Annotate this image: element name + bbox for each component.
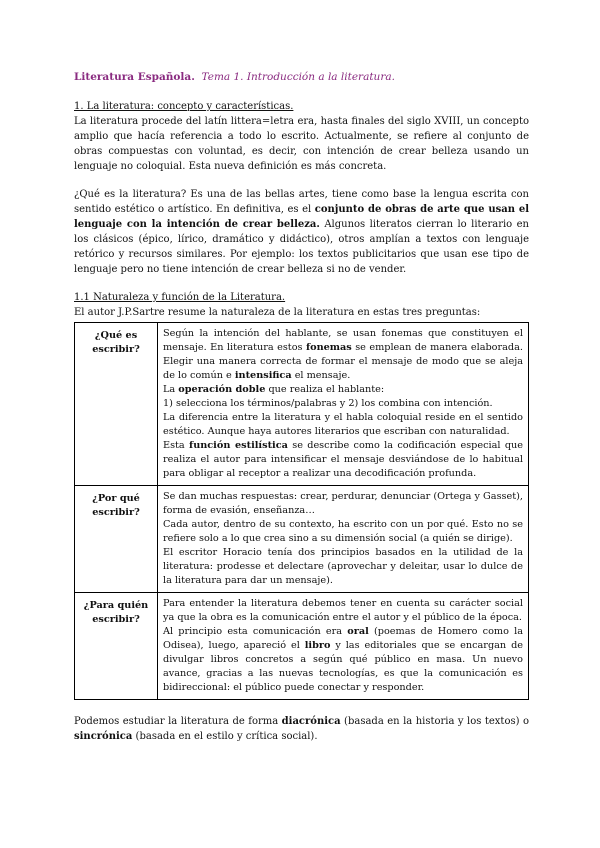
question-cell: ¿Por qué escribir? xyxy=(75,486,158,593)
table-row xyxy=(75,593,529,700)
closing-paragraph: Podemos estudiar la literatura de forma diacrónica (basada en la historia y los textos) o sincrónica (basada en el estilo y crítica social). xyxy=(74,716,529,742)
question-cell: ¿Para quién escribir? xyxy=(75,593,158,700)
section-intro: El autor J.P.Sartre resume la naturaleza de la literatura en estas tres preguntas: xyxy=(74,307,481,318)
table-row xyxy=(75,486,529,593)
key-definition: conjunto de obras de arte que usan el lenguaje con la intención de crear belleza. xyxy=(74,204,529,230)
table-row xyxy=(75,323,529,486)
paragraph-definition: La literatura procede del latín littera=letra era, hasta finales del siglo XVIII, un concepto amplio que hacía referencia a todo lo escrito. Actualmente, se refiere al conjunto de obras compuestas con voluntad, es decir, con intención de crear belleza usando un lenguaje no coloquial. Esta nueva definición es más concreta. xyxy=(74,116,529,172)
topic-title: Tema 1. Introducción a la literatura. xyxy=(201,71,395,83)
questions-table xyxy=(74,322,529,700)
answer-cell: Para entender la literatura debemos tener en cuenta su carácter social ya que la obra es la comunicación entre el autor y el público de la época. Al principio esta comunicación era oral (poemas de Homero como la Odisea), luego, apareció el libro y las editoriales que se encargan de divulgar libros concretos a según qué público en masa. Un nuevo avance, gracias a las nuevas tecnologías, es que la comunicación es bidireccional: el público puede conectar y responder. xyxy=(158,593,529,700)
course-title: Literatura Española. xyxy=(74,71,195,83)
paragraph-what-is-literature: ¿Qué es la literatura? Es una de las bellas artes, tiene como base la lengua escrita con sentido estético o artístico. En definitiva, es el conjunto de obras de arte que usan el lenguaje con la intención de crear belleza. Algunos literatos cierran lo literario en los clásicos (épico, lírico, dramático y didáctico), otros amplían a textos con lenguaje retórico y recursos similares. Por ejemplo: los textos publicitarios que usan ese tipo de lenguaje pero no tiene intención de crear belleza si no de vender. xyxy=(74,189,529,275)
document-page xyxy=(74,70,529,744)
document-header xyxy=(74,70,529,85)
answer-cell: Se dan muchas respuestas: crear, perdurar, denunciar (Ortega y Gasset), forma de evasión, enseñanza… Cada autor, dentro de su contexto, ha escrito con un por qué. Esto no se refiere solo a lo que crea sino a su dimensión social (a quién se dirige). El escritor Horacio tenía dos principios basados en la utilidad de la literatura: prodesse et delectare (aprovechar y deleitar, usar lo dulce de la literatura para dar un mensaje). xyxy=(158,486,529,593)
section-heading-1-1: 1.1 Naturaleza y función de la Literatura. xyxy=(74,292,286,303)
section-heading-1: 1. La literatura: concepto y características. xyxy=(74,101,294,112)
answer-cell: Según la intención del hablante, se usan fonemas que constituyen el mensaje. En literatura estos fonemas se emplean de manera elaborada. Elegir una manera correcta de formar el mensaje de modo que se aleja de lo común e intensifica el mensaje. La operación doble que realiza el hablante: 1) selecciona los términos/palabras y 2) los combina con intención. La diferencia entre la literatura y el habla coloquial reside en el sentido estético. Aunque haya autores literarios que escriban con naturalidad. Esta función estilística se describe como la codificación especial que realiza el autor para intensificar el mensaje desviándose de lo habitual para obligar al receptor a realizar una decodificación profunda. xyxy=(158,323,529,486)
question-cell: ¿Qué es escribir? xyxy=(75,323,158,486)
